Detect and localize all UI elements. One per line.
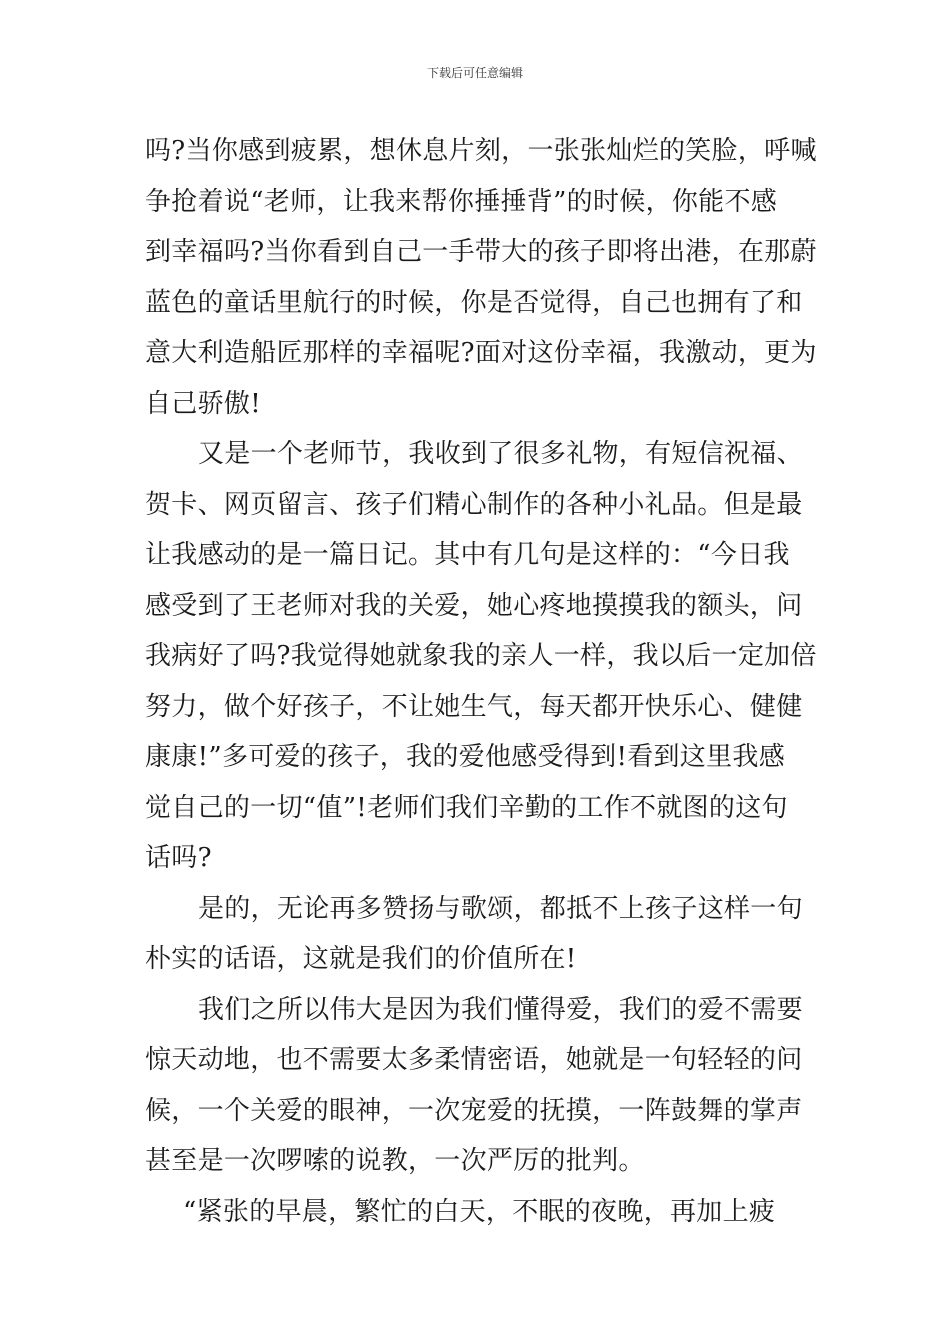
text-line: 朴实的话语，这就是我们的价值所在!	[145, 944, 577, 974]
text-line: 意大利造船匠那样的幸福呢?面对这份幸福，我激动，更为	[145, 338, 817, 368]
text-line: 努力，做个好孩子，不让她生气，每天都开快乐心、健健	[145, 691, 803, 722]
text-line: 是的，无论再多赞扬与歌颂，都抵不上孩子这样一句	[198, 893, 803, 924]
text-line: 觉自己的一切“值”!老师们我们辛勤的工作不就图的这句	[145, 792, 788, 823]
text-line: 惊天动地，也不需要太多柔情密语，她就是一句轻轻的问	[145, 1045, 803, 1075]
text-line: 蓝色的童话里航行的时候，你是否觉得，自己也拥有了和	[145, 287, 803, 318]
text-line: 让我感动的是一篇日记。其中有几句是这样的：“今日我	[145, 540, 790, 570]
text-line: 吗?当你感到疲累，想休息片刻，一张张灿烂的笑脸，呼喊	[145, 136, 817, 166]
text-line: 又是一个老师节，我收到了很多礼物，有短信祝福、	[198, 439, 803, 469]
text-line: 贺卡、网页留言、孩子们精心制作的各种小礼品。但是最	[145, 489, 803, 520]
text-line: 争抢着说“老师，让我来帮你捶捶背”的时候，你能不感	[145, 186, 778, 217]
text-line: 话吗?	[145, 843, 212, 873]
document-body	[145, 126, 817, 1237]
text-line: 感受到了王老师对我的关爱，她心疼地摸摸我的额头，问	[145, 590, 803, 621]
text-line: 甚至是一次啰嗦的说教，一次严厉的批判。	[145, 1146, 645, 1176]
text-line: 自己骄傲!	[145, 388, 261, 419]
text-line: 康康!”多可爱的孩子，我的爱他感受得到!看到这里我感	[145, 742, 785, 772]
text-line: “紧张的早晨，繁忙的白天，不眠的夜晚，再加上疲	[183, 1196, 776, 1227]
text-line: 候，一个关爱的眼神，一次宠爱的抚摸，一阵鼓舞的掌声	[145, 1095, 803, 1126]
text-line: 我们之所以伟大是因为我们懂得爱，我们的爱不需要	[198, 994, 803, 1025]
text-line: 我病好了吗?我觉得她就象我的亲人一样，我以后一定加倍	[145, 641, 817, 671]
text-line: 到幸福吗?当你看到自己一手带大的孩子即将出港，在那蔚	[145, 237, 817, 267]
page-header-label: 下载后可任意编辑	[426, 66, 523, 80]
